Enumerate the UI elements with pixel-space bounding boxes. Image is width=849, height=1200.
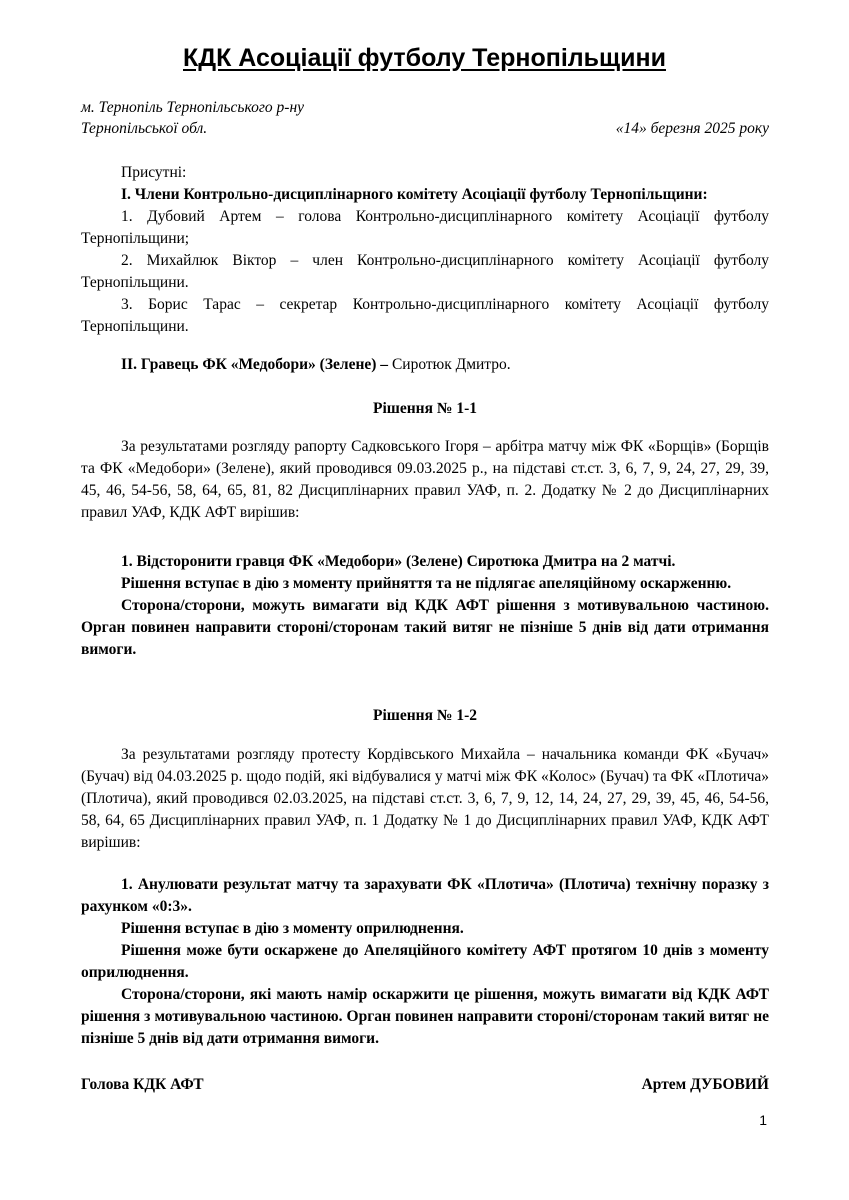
decision-2-item: 1. Анулювати результат матчу та зарахувати ФК «Плотича» (Плотича) технічну поразку з рахунком «0:3». xyxy=(81,876,769,915)
attendees-label: Присутні: xyxy=(121,164,187,181)
decision-1-note: Сторона/сторони, можуть вимагати від КДК АФТ рішення з мотивувальною частиною. Орган повинен направити стороні/сторонам такий витяг не пізніше 5 днів від дати отримання вимоги. xyxy=(81,597,769,658)
attendees-section xyxy=(81,162,769,338)
decision-2-note: Сторона/сторони, які мають намір оскаржити це рішення, можуть вимагати від КДК АФТ рішення з мотивувальною частиною. Орган повинен направити стороні/сторонам такий витяг не пізніше 5 днів від дати отримання вимоги. xyxy=(81,986,769,1047)
decision-1-effect: Рішення вступає в дію з моменту прийняття та не підлягає апеляційному оскарженню. xyxy=(121,575,732,592)
decision-1-intro: За результатами розгляду рапорту Садковського Ігоря – арбітра матчу між ФК «Борщів» (Борщів та ФК «Медобори» (Зелене), який проводився 09.03.2025 р., на підставі ст.ст. 3, 6, 7, 9, 24, 27, 29, 39, 45, 46, 54-56, 58, 64, 65, 81, 82 Дисциплінарних правил УАФ, п. 2. Додатку № 2 до Дисциплінарних правил УАФ, КДК АФТ вирішив: xyxy=(81,438,769,521)
decision-1-heading: Рішення № 1-1 xyxy=(373,400,477,417)
members-heading: I. Члени Контрольно-дисциплінарного комітету Асоціації футболу Тернопільщини: xyxy=(121,186,708,203)
location-line-2: Тернопільської обл. xyxy=(81,120,208,137)
document-date: «14» березня 2025 року xyxy=(615,120,769,137)
decision-2-heading: Рішення № 1-2 xyxy=(373,707,477,724)
player-heading: II. Гравець ФК «Медобори» (Зелене) – xyxy=(121,356,389,373)
member-item: 2. Михайлюк Віктор – член Контрольно-дисциплінарного комітету Асоціації футболу Тернопільщини. xyxy=(81,252,769,291)
decision-1-section xyxy=(81,436,769,524)
signature-name: Артем ДУБОВИЙ xyxy=(641,1076,769,1093)
decision-1-item: 1. Відсторонити гравця ФК «Медобори» (Зелене) Сиротюка Дмитра на 2 матчі. xyxy=(121,553,676,570)
player-line xyxy=(81,354,769,376)
document-title: КДК Асоціації футболу Тернопільщини xyxy=(183,44,666,72)
member-item: 1. Дубовий Артем – голова Контрольно-дисциплінарного комітету Асоціації футболу Тернопільщини; xyxy=(81,208,769,247)
decision-2-ruling xyxy=(81,874,769,1050)
decision-2-effect: Рішення вступає в дію з моменту оприлюднення. xyxy=(121,920,464,937)
decision-2-appeal: Рішення може бути оскаржене до Апеляційного комітету АФТ протягом 10 днів з моменту оприлюднення. xyxy=(81,942,769,981)
signature-role: Голова КДК АФТ xyxy=(81,1076,204,1093)
member-item: 3. Борис Тарас – секретар Контрольно-дисциплінарного комітету Асоціації футболу Тернопільщини. xyxy=(81,296,769,335)
decision-2-section xyxy=(81,744,769,854)
page-number: 1 xyxy=(759,1112,767,1128)
player-name: Сиротюк Дмитро. xyxy=(388,356,511,373)
location-line-1: м. Тернопіль Тернопільського р-ну xyxy=(81,99,305,116)
decision-2-intro: За результатами розгляду протесту Кордівського Михайла – начальника команди ФК «Бучач» (Бучач) від 04.03.2025 р. щодо подій, які відбувалися у матчі між ФК «Колос» (Бучач) та ФК «Плотича» (Плотича), який проводився 02.03.2025, на підставі ст.ст. 3, 6, 7, 9, 12, 14, 24, 27, 29, 39, 45, 46, 54-56, 58, 64, 65 Дисциплінарних правил УАФ, п. 1 Додатку № 1 до Дисциплінарних правил УАФ, КДК АФТ вирішив: xyxy=(81,746,769,851)
decision-1-ruling xyxy=(81,551,769,661)
